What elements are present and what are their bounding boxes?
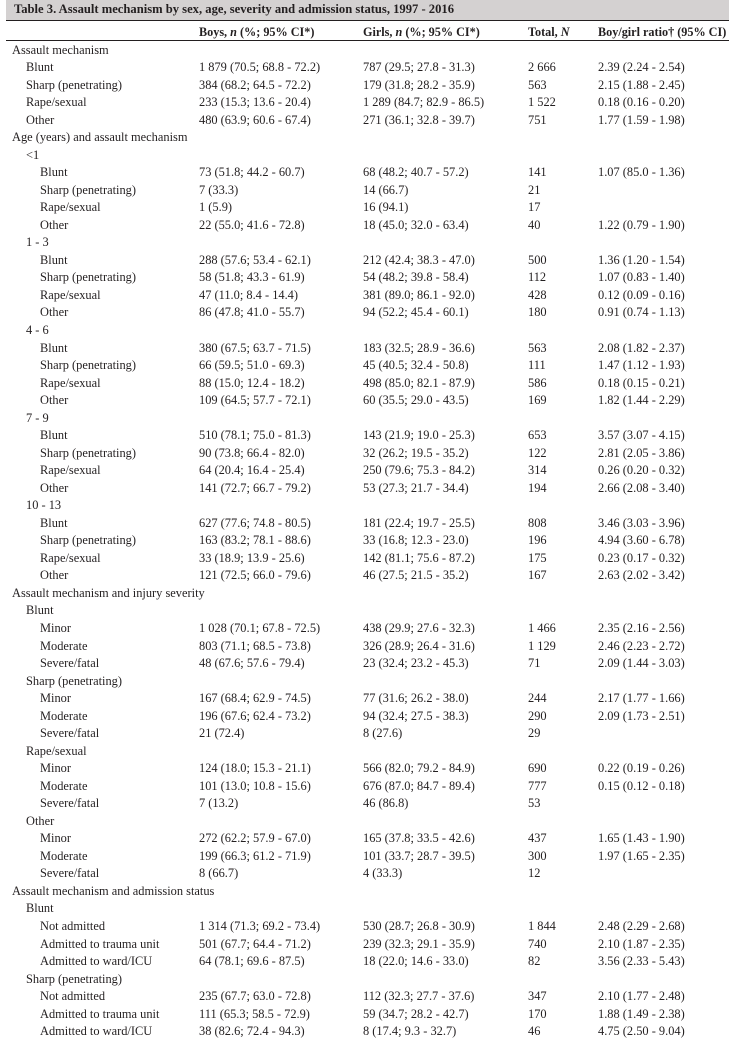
table-row bbox=[0, 59, 735, 77]
row-label: Admitted to ward/ICU bbox=[40, 1024, 153, 1039]
boys-cell: 7 (13.2) bbox=[199, 796, 239, 811]
total-cell: 1 844 bbox=[528, 919, 556, 933]
table-row bbox=[0, 532, 735, 550]
total-cell: 290 bbox=[528, 708, 547, 723]
row-label: Rape/sexual bbox=[40, 200, 101, 215]
ratio-cell: 2.66 (2.08 - 3.40) bbox=[598, 480, 685, 495]
ratio-cell: 1.47 (1.12 - 1.93) bbox=[598, 358, 685, 373]
ratio-cell: 1.82 (1.44 - 2.29) bbox=[598, 393, 685, 408]
table-row bbox=[0, 515, 735, 533]
total-cell: 563 bbox=[528, 77, 547, 92]
girls-cell: 250 (79.6; 75.3 - 84.2) bbox=[363, 463, 475, 478]
girls-cell: 53 (27.3; 21.7 - 34.4) bbox=[363, 480, 469, 495]
girls-cell: 94 (52.2; 45.4 - 60.1) bbox=[363, 305, 469, 320]
header-girls-n: n bbox=[395, 25, 403, 39]
row-label: Other bbox=[40, 217, 69, 232]
total-cell: 167 bbox=[528, 568, 547, 583]
table-row bbox=[0, 620, 735, 638]
boys-cell: 803 (71.1; 68.5 - 73.8) bbox=[199, 638, 311, 653]
ratio-cell: 0.91 (0.74 - 1.13) bbox=[598, 305, 685, 320]
boys-cell: 121 (72.5; 66.0 - 79.6) bbox=[199, 568, 311, 583]
table-subsection-header bbox=[0, 971, 735, 989]
table-row bbox=[0, 760, 735, 778]
boys-cell: 235 (67.7; 63.0 - 72.8) bbox=[199, 989, 311, 1004]
table-row bbox=[0, 988, 735, 1006]
total-cell: 751 bbox=[528, 112, 547, 127]
total-cell: 2 666 bbox=[528, 60, 556, 75]
row-label: Minor bbox=[40, 761, 71, 776]
table-row bbox=[0, 778, 735, 796]
header-total-text: Total, bbox=[528, 25, 561, 39]
header-boys-n: n bbox=[230, 25, 237, 39]
table-row bbox=[0, 725, 735, 743]
row-label: Severe/fatal bbox=[40, 796, 100, 811]
total-cell: 563 bbox=[528, 340, 547, 355]
row-label: Rape/sexual bbox=[26, 95, 87, 110]
girls-cell: 101 (33.7; 28.7 - 39.5) bbox=[363, 848, 475, 863]
ratio-cell: 1.65 (1.43 - 1.90) bbox=[598, 831, 685, 846]
table-row bbox=[0, 918, 735, 936]
row-label: Sharp (penetrating) bbox=[40, 358, 136, 373]
boys-cell: 510 (78.1; 75.0 - 81.3) bbox=[199, 428, 311, 443]
girls-cell: 33 (16.8; 12.3 - 23.0) bbox=[363, 533, 469, 548]
table-section-header bbox=[0, 42, 735, 60]
row-label: Rape/sexual bbox=[40, 287, 101, 302]
table-row bbox=[0, 269, 735, 287]
girls-cell: 32 (26.2; 19.5 - 35.2) bbox=[363, 445, 469, 460]
boys-cell: 48 (67.6; 57.6 - 79.4) bbox=[199, 656, 305, 671]
table-row bbox=[0, 550, 735, 568]
girls-cell: 94 (32.4; 27.5 - 38.3) bbox=[363, 708, 469, 723]
boys-cell: 167 (68.4; 62.9 - 74.5) bbox=[199, 691, 311, 706]
total-cell: 111 bbox=[528, 358, 546, 373]
row-label: Assault mechanism and admission status bbox=[12, 883, 215, 898]
total-cell: 244 bbox=[528, 691, 547, 706]
boys-cell: 1 028 (70.1; 67.8 - 72.5) bbox=[199, 620, 321, 635]
ratio-cell: 2.09 (1.44 - 3.03) bbox=[598, 656, 685, 671]
total-cell: 71 bbox=[528, 656, 541, 671]
ratio-cell: 2.08 (1.82 - 2.37) bbox=[598, 340, 685, 355]
girls-cell: 14 (66.7) bbox=[363, 182, 409, 197]
row-label: 1 - 3 bbox=[26, 235, 49, 250]
ratio-cell: 0.18 (0.16 - 0.20) bbox=[598, 95, 685, 110]
total-cell: 808 bbox=[528, 515, 547, 530]
row-label: Severe/fatal bbox=[40, 866, 100, 881]
total-cell: 1 129 bbox=[528, 638, 556, 653]
girls-cell: 77 (31.6; 26.2 - 38.0) bbox=[363, 691, 469, 706]
ratio-cell: 0.22 (0.19 - 0.26) bbox=[598, 761, 685, 776]
row-label: Minor bbox=[40, 691, 71, 706]
girls-cell: 530 (28.7; 26.8 - 30.9) bbox=[363, 919, 475, 933]
ratio-cell: 2.63 (2.02 - 3.42) bbox=[598, 568, 685, 583]
row-label: Moderate bbox=[40, 638, 88, 653]
boys-cell: 38 (82.6; 72.4 - 94.3) bbox=[199, 1024, 305, 1039]
ratio-cell: 1.36 (1.20 - 1.54) bbox=[598, 252, 685, 267]
boys-cell: 111 (65.3; 58.5 - 72.9) bbox=[199, 1006, 310, 1021]
row-label: Sharp (penetrating) bbox=[26, 971, 122, 986]
table-row bbox=[0, 357, 735, 375]
row-label: Sharp (penetrating) bbox=[26, 77, 122, 92]
total-cell: 12 bbox=[528, 866, 541, 881]
row-label: Blunt bbox=[26, 901, 54, 916]
ratio-cell: 2.81 (2.05 - 3.86) bbox=[598, 445, 685, 460]
table-row bbox=[0, 795, 735, 813]
boys-cell: 1 (5.9) bbox=[199, 200, 233, 215]
total-cell: 586 bbox=[528, 375, 547, 390]
table-row bbox=[0, 182, 735, 200]
total-cell: 17 bbox=[528, 200, 541, 215]
ratio-cell: 3.56 (2.33 - 5.43) bbox=[598, 954, 685, 969]
boys-cell: 233 (15.3; 13.6 - 20.4) bbox=[199, 95, 311, 110]
row-label: Admitted to trauma unit bbox=[40, 936, 160, 951]
row-label: Rape/sexual bbox=[40, 375, 101, 390]
total-cell: 437 bbox=[528, 831, 547, 846]
row-label: Blunt bbox=[40, 428, 68, 443]
boys-cell: 8 (66.7) bbox=[199, 866, 239, 881]
total-cell: 21 bbox=[528, 182, 541, 197]
girls-cell: 23 (32.4; 23.2 - 45.3) bbox=[363, 656, 469, 671]
girls-cell: 787 (29.5; 27.8 - 31.3) bbox=[363, 60, 475, 75]
header-boys bbox=[199, 25, 314, 40]
total-cell: 46 bbox=[528, 1024, 541, 1039]
girls-cell: 143 (21.9; 19.0 - 25.3) bbox=[363, 428, 475, 443]
total-cell: 777 bbox=[528, 778, 547, 793]
girls-cell: 271 (36.1; 32.8 - 39.7) bbox=[363, 112, 475, 127]
ratio-cell: 2.09 (1.73 - 2.51) bbox=[598, 708, 685, 723]
girls-cell: 566 (82.0; 79.2 - 84.9) bbox=[363, 761, 475, 776]
boys-cell: 73 (51.8; 44.2 - 60.7) bbox=[199, 165, 305, 180]
boys-cell: 109 (64.5; 57.7 - 72.1) bbox=[199, 393, 311, 408]
table-row bbox=[0, 953, 735, 971]
table-row bbox=[0, 392, 735, 410]
boys-cell: 21 (72.4) bbox=[199, 726, 245, 741]
boys-cell: 66 (59.5; 51.0 - 69.3) bbox=[199, 358, 305, 373]
row-label: Not admitted bbox=[40, 919, 106, 933]
table-row bbox=[0, 1023, 735, 1041]
ratio-cell: 1.07 (85.0 - 1.36) bbox=[598, 165, 685, 180]
row-label: Other bbox=[40, 393, 69, 408]
table-row bbox=[0, 304, 735, 322]
boys-cell: 124 (18.0; 15.3 - 21.1) bbox=[199, 761, 311, 776]
ratio-cell: 0.26 (0.20 - 0.32) bbox=[598, 463, 685, 478]
total-cell: 29 bbox=[528, 726, 541, 741]
table-row bbox=[0, 480, 735, 498]
ratio-cell: 0.23 (0.17 - 0.32) bbox=[598, 550, 685, 565]
ratio-cell: 1.07 (0.83 - 1.40) bbox=[598, 270, 685, 285]
row-label: Moderate bbox=[40, 848, 88, 863]
ratio-cell: 2.10 (1.77 - 2.48) bbox=[598, 989, 685, 1004]
ratio-cell: 2.17 (1.77 - 1.66) bbox=[598, 691, 685, 706]
total-cell: 175 bbox=[528, 550, 547, 565]
header-girls bbox=[363, 25, 480, 40]
header-girls-ci: (%; 95% CI*) bbox=[402, 25, 480, 39]
boys-cell: 627 (77.6; 74.8 - 80.5) bbox=[199, 515, 311, 530]
ratio-cell: 2.48 (2.29 - 2.68) bbox=[598, 919, 685, 933]
total-cell: 170 bbox=[528, 1006, 547, 1021]
row-label: Rape/sexual bbox=[26, 743, 87, 758]
row-label: Not admitted bbox=[40, 989, 106, 1004]
girls-cell: 59 (34.7; 28.2 - 42.7) bbox=[363, 1006, 469, 1021]
table-subsection-header bbox=[0, 743, 735, 761]
header-girls-text: Girls, bbox=[363, 25, 396, 39]
row-label: Sharp (penetrating) bbox=[40, 270, 136, 285]
table-row bbox=[0, 375, 735, 393]
row-label: Blunt bbox=[40, 252, 68, 267]
ratio-cell: 2.15 (1.88 - 2.45) bbox=[598, 77, 685, 92]
table-row bbox=[0, 708, 735, 726]
boys-cell: 64 (78.1; 69.6 - 87.5) bbox=[199, 954, 305, 969]
ratio-cell: 1.77 (1.59 - 1.98) bbox=[598, 112, 685, 127]
total-cell: 40 bbox=[528, 217, 541, 232]
girls-cell: 18 (22.0; 14.6 - 33.0) bbox=[363, 954, 469, 969]
row-label: Rape/sexual bbox=[40, 550, 101, 565]
ratio-cell: 1.22 (0.79 - 1.90) bbox=[598, 217, 685, 232]
girls-cell: 498 (85.0; 82.1 - 87.9) bbox=[363, 375, 475, 390]
table-row bbox=[0, 252, 735, 270]
boys-cell: 90 (73.8; 66.4 - 82.0) bbox=[199, 445, 305, 460]
girls-cell: 165 (37.8; 33.5 - 42.6) bbox=[363, 831, 475, 846]
table-row bbox=[0, 848, 735, 866]
total-cell: 1 522 bbox=[528, 95, 556, 110]
boys-cell: 101 (13.0; 10.8 - 15.6) bbox=[199, 778, 311, 793]
table-row bbox=[0, 164, 735, 182]
row-label: Assault mechanism and injury severity bbox=[12, 585, 205, 600]
header-total bbox=[528, 25, 570, 40]
table-subsection-header bbox=[0, 673, 735, 691]
total-cell: 194 bbox=[528, 480, 547, 495]
boys-cell: 141 (72.7; 66.7 - 79.2) bbox=[199, 480, 311, 495]
table-row bbox=[0, 655, 735, 673]
boys-cell: 1 879 (70.5; 68.8 - 72.2) bbox=[199, 60, 321, 75]
ratio-cell: 4.75 (2.50 - 9.04) bbox=[598, 1024, 685, 1039]
ratio-cell: 2.10 (1.87 - 2.35) bbox=[598, 936, 685, 951]
row-label: Other bbox=[26, 112, 55, 127]
row-label: Blunt bbox=[26, 60, 54, 75]
ratio-cell: 1.97 (1.65 - 2.35) bbox=[598, 848, 685, 863]
row-label: Blunt bbox=[26, 603, 54, 618]
total-cell: 653 bbox=[528, 428, 547, 443]
total-cell: 112 bbox=[528, 270, 547, 285]
total-cell: 53 bbox=[528, 796, 541, 811]
table-subsection-header bbox=[0, 147, 735, 165]
table-subsection-header bbox=[0, 497, 735, 515]
row-label: Sharp (penetrating) bbox=[26, 673, 122, 688]
girls-cell: 45 (40.5; 32.4 - 50.8) bbox=[363, 358, 469, 373]
row-label: Moderate bbox=[40, 778, 88, 793]
table-title-bar bbox=[6, 0, 729, 20]
girls-cell: 142 (81.1; 75.6 - 87.2) bbox=[363, 550, 475, 565]
boys-cell: 7 (33.3) bbox=[199, 182, 239, 197]
row-label: Sharp (penetrating) bbox=[40, 182, 136, 197]
table-section-header bbox=[0, 883, 735, 901]
row-label: 10 - 13 bbox=[26, 498, 62, 513]
table-row bbox=[0, 830, 735, 848]
row-label: Severe/fatal bbox=[40, 726, 100, 741]
table-row bbox=[0, 217, 735, 235]
boys-cell: 288 (57.6; 53.4 - 62.1) bbox=[199, 252, 311, 267]
total-cell: 169 bbox=[528, 393, 547, 408]
girls-cell: 16 (94.1) bbox=[363, 200, 409, 215]
boys-cell: 384 (68.2; 64.5 - 72.2) bbox=[199, 77, 311, 92]
boys-cell: 380 (67.5; 63.7 - 71.5) bbox=[199, 340, 311, 355]
table-row bbox=[0, 77, 735, 95]
row-label: Rape/sexual bbox=[40, 463, 101, 478]
table-row bbox=[0, 427, 735, 445]
row-label: Admitted to trauma unit bbox=[40, 1006, 160, 1021]
boys-cell: 88 (15.0; 12.4 - 18.2) bbox=[199, 375, 305, 390]
girls-cell: 54 (48.2; 39.8 - 58.4) bbox=[363, 270, 469, 285]
total-cell: 314 bbox=[528, 463, 547, 478]
ratio-cell: 4.94 (3.60 - 6.78) bbox=[598, 533, 685, 548]
ratio-cell: 3.57 (3.07 - 4.15) bbox=[598, 428, 685, 443]
total-cell: 141 bbox=[528, 165, 547, 180]
boys-cell: 163 (83.2; 78.1 - 88.6) bbox=[199, 533, 311, 548]
boys-cell: 22 (55.0; 41.6 - 72.8) bbox=[199, 217, 305, 232]
ratio-cell: 0.12 (0.09 - 0.16) bbox=[598, 287, 685, 302]
table-row bbox=[0, 287, 735, 305]
header-boys-text: Boys, bbox=[199, 25, 231, 39]
row-label: Other bbox=[40, 480, 69, 495]
header-boys-ci: (%; 95% CI*) bbox=[236, 25, 315, 39]
table-row bbox=[0, 199, 735, 217]
boys-cell: 272 (62.2; 57.9 - 67.0) bbox=[199, 831, 311, 846]
row-label: Assault mechanism bbox=[12, 42, 109, 57]
title-rule bbox=[6, 20, 729, 21]
table-row bbox=[0, 567, 735, 585]
girls-cell: 68 (48.2; 40.7 - 57.2) bbox=[363, 165, 469, 180]
ratio-cell: 2.35 (2.16 - 2.56) bbox=[598, 620, 685, 635]
table-subsection-header bbox=[0, 900, 735, 918]
table-row bbox=[0, 462, 735, 480]
girls-cell: 438 (29.9; 27.6 - 32.3) bbox=[363, 620, 475, 635]
row-label: Blunt bbox=[40, 165, 68, 180]
row-label: Moderate bbox=[40, 708, 88, 723]
girls-cell: 326 (28.9; 26.4 - 31.6) bbox=[363, 638, 475, 653]
total-cell: 690 bbox=[528, 761, 547, 776]
girls-cell: 181 (22.4; 19.7 - 25.5) bbox=[363, 515, 475, 530]
table-subsection-header bbox=[0, 234, 735, 252]
girls-cell: 1 289 (84.7; 82.9 - 86.5) bbox=[363, 95, 485, 110]
table-row bbox=[0, 638, 735, 656]
total-cell: 428 bbox=[528, 287, 547, 302]
table-row bbox=[0, 445, 735, 463]
boys-cell: 199 (66.3; 61.2 - 71.9) bbox=[199, 848, 311, 863]
table-subsection-header bbox=[0, 602, 735, 620]
total-cell: 180 bbox=[528, 305, 547, 320]
ratio-cell: 2.39 (2.24 - 2.54) bbox=[598, 60, 685, 75]
row-label: Minor bbox=[40, 620, 71, 635]
table-row bbox=[0, 94, 735, 112]
header-total-n: N bbox=[560, 25, 570, 39]
table-row bbox=[0, 690, 735, 708]
table-row bbox=[0, 112, 735, 130]
table-subsection-header bbox=[0, 813, 735, 831]
girls-cell: 183 (32.5; 28.9 - 36.6) bbox=[363, 340, 475, 355]
girls-cell: 179 (31.8; 28.2 - 35.9) bbox=[363, 77, 475, 92]
boys-cell: 58 (51.8; 43.3 - 61.9) bbox=[199, 270, 305, 285]
table-subsection-header bbox=[0, 410, 735, 428]
row-label: Sharp (penetrating) bbox=[40, 445, 136, 460]
row-label: Admitted to ward/ICU bbox=[40, 954, 153, 969]
boys-cell: 501 (67.7; 64.4 - 71.2) bbox=[199, 936, 311, 951]
total-cell: 500 bbox=[528, 252, 547, 267]
row-label: Severe/fatal bbox=[40, 656, 100, 671]
row-label: <1 bbox=[26, 147, 40, 162]
row-label: Age (years) and assault mechanism bbox=[12, 130, 188, 145]
row-label: Blunt bbox=[40, 340, 68, 355]
total-cell: 740 bbox=[528, 936, 547, 951]
boys-cell: 480 (63.9; 60.6 - 67.4) bbox=[199, 112, 311, 127]
row-label: Sharp (penetrating) bbox=[40, 533, 136, 548]
table-section-header bbox=[0, 129, 735, 147]
table-title: Table 3. Assault mechanism by sex, age, severity and admission status, 1997 - 2016 bbox=[14, 2, 454, 16]
girls-cell: 4 (33.3) bbox=[363, 866, 403, 881]
header-ratio: Boy/girl ratio† (95% CI) bbox=[598, 25, 727, 39]
table-subsection-header bbox=[0, 322, 735, 340]
total-cell: 347 bbox=[528, 989, 547, 1004]
girls-cell: 60 (35.5; 29.0 - 43.5) bbox=[363, 393, 469, 408]
girls-cell: 212 (42.4; 38.3 - 47.0) bbox=[363, 252, 475, 267]
table-row bbox=[0, 865, 735, 883]
row-label: Other bbox=[40, 568, 69, 583]
total-cell: 1 466 bbox=[528, 620, 556, 635]
girls-cell: 46 (86.8) bbox=[363, 796, 409, 811]
row-label: 4 - 6 bbox=[26, 322, 49, 337]
boys-cell: 196 (67.6; 62.4 - 73.2) bbox=[199, 708, 311, 723]
ratio-cell: 1.88 (1.49 - 2.38) bbox=[598, 1006, 685, 1021]
total-cell: 122 bbox=[528, 445, 547, 460]
total-cell: 300 bbox=[528, 848, 547, 863]
row-label: Other bbox=[40, 305, 69, 320]
boys-cell: 33 (18.9; 13.9 - 25.6) bbox=[199, 550, 305, 565]
row-label: 7 - 9 bbox=[26, 410, 49, 425]
girls-cell: 239 (32.3; 29.1 - 35.9) bbox=[363, 936, 475, 951]
ratio-cell: 2.46 (2.23 - 2.72) bbox=[598, 638, 685, 653]
row-label: Minor bbox=[40, 831, 71, 846]
ratio-cell: 0.18 (0.15 - 0.21) bbox=[598, 375, 685, 390]
total-cell: 196 bbox=[528, 533, 547, 548]
total-cell: 82 bbox=[528, 954, 541, 969]
boys-cell: 64 (20.4; 16.4 - 25.4) bbox=[199, 463, 305, 478]
girls-cell: 46 (27.5; 21.5 - 35.2) bbox=[363, 568, 469, 583]
table-row bbox=[0, 340, 735, 358]
table-section-header bbox=[0, 585, 735, 603]
girls-cell: 112 (32.3; 27.7 - 37.6) bbox=[363, 989, 475, 1004]
ratio-cell: 3.46 (3.03 - 3.96) bbox=[598, 515, 685, 530]
row-label: Blunt bbox=[40, 515, 68, 530]
boys-cell: 1 314 (71.3; 69.2 - 73.4) bbox=[199, 919, 321, 933]
girls-cell: 8 (17.4; 9.3 - 32.7) bbox=[363, 1024, 457, 1039]
girls-cell: 676 (87.0; 84.7 - 89.4) bbox=[363, 778, 475, 793]
boys-cell: 47 (11.0; 8.4 - 14.4) bbox=[199, 287, 298, 302]
table-row bbox=[0, 1006, 735, 1024]
ratio-cell: 0.15 (0.12 - 0.18) bbox=[598, 778, 685, 793]
girls-cell: 8 (27.6) bbox=[363, 726, 403, 741]
girls-cell: 381 (89.0; 86.1 - 92.0) bbox=[363, 287, 475, 302]
row-label: Other bbox=[26, 813, 55, 828]
girls-cell: 18 (45.0; 32.0 - 63.4) bbox=[363, 217, 469, 232]
table-row bbox=[0, 936, 735, 954]
boys-cell: 86 (47.8; 41.0 - 55.7) bbox=[199, 305, 305, 320]
